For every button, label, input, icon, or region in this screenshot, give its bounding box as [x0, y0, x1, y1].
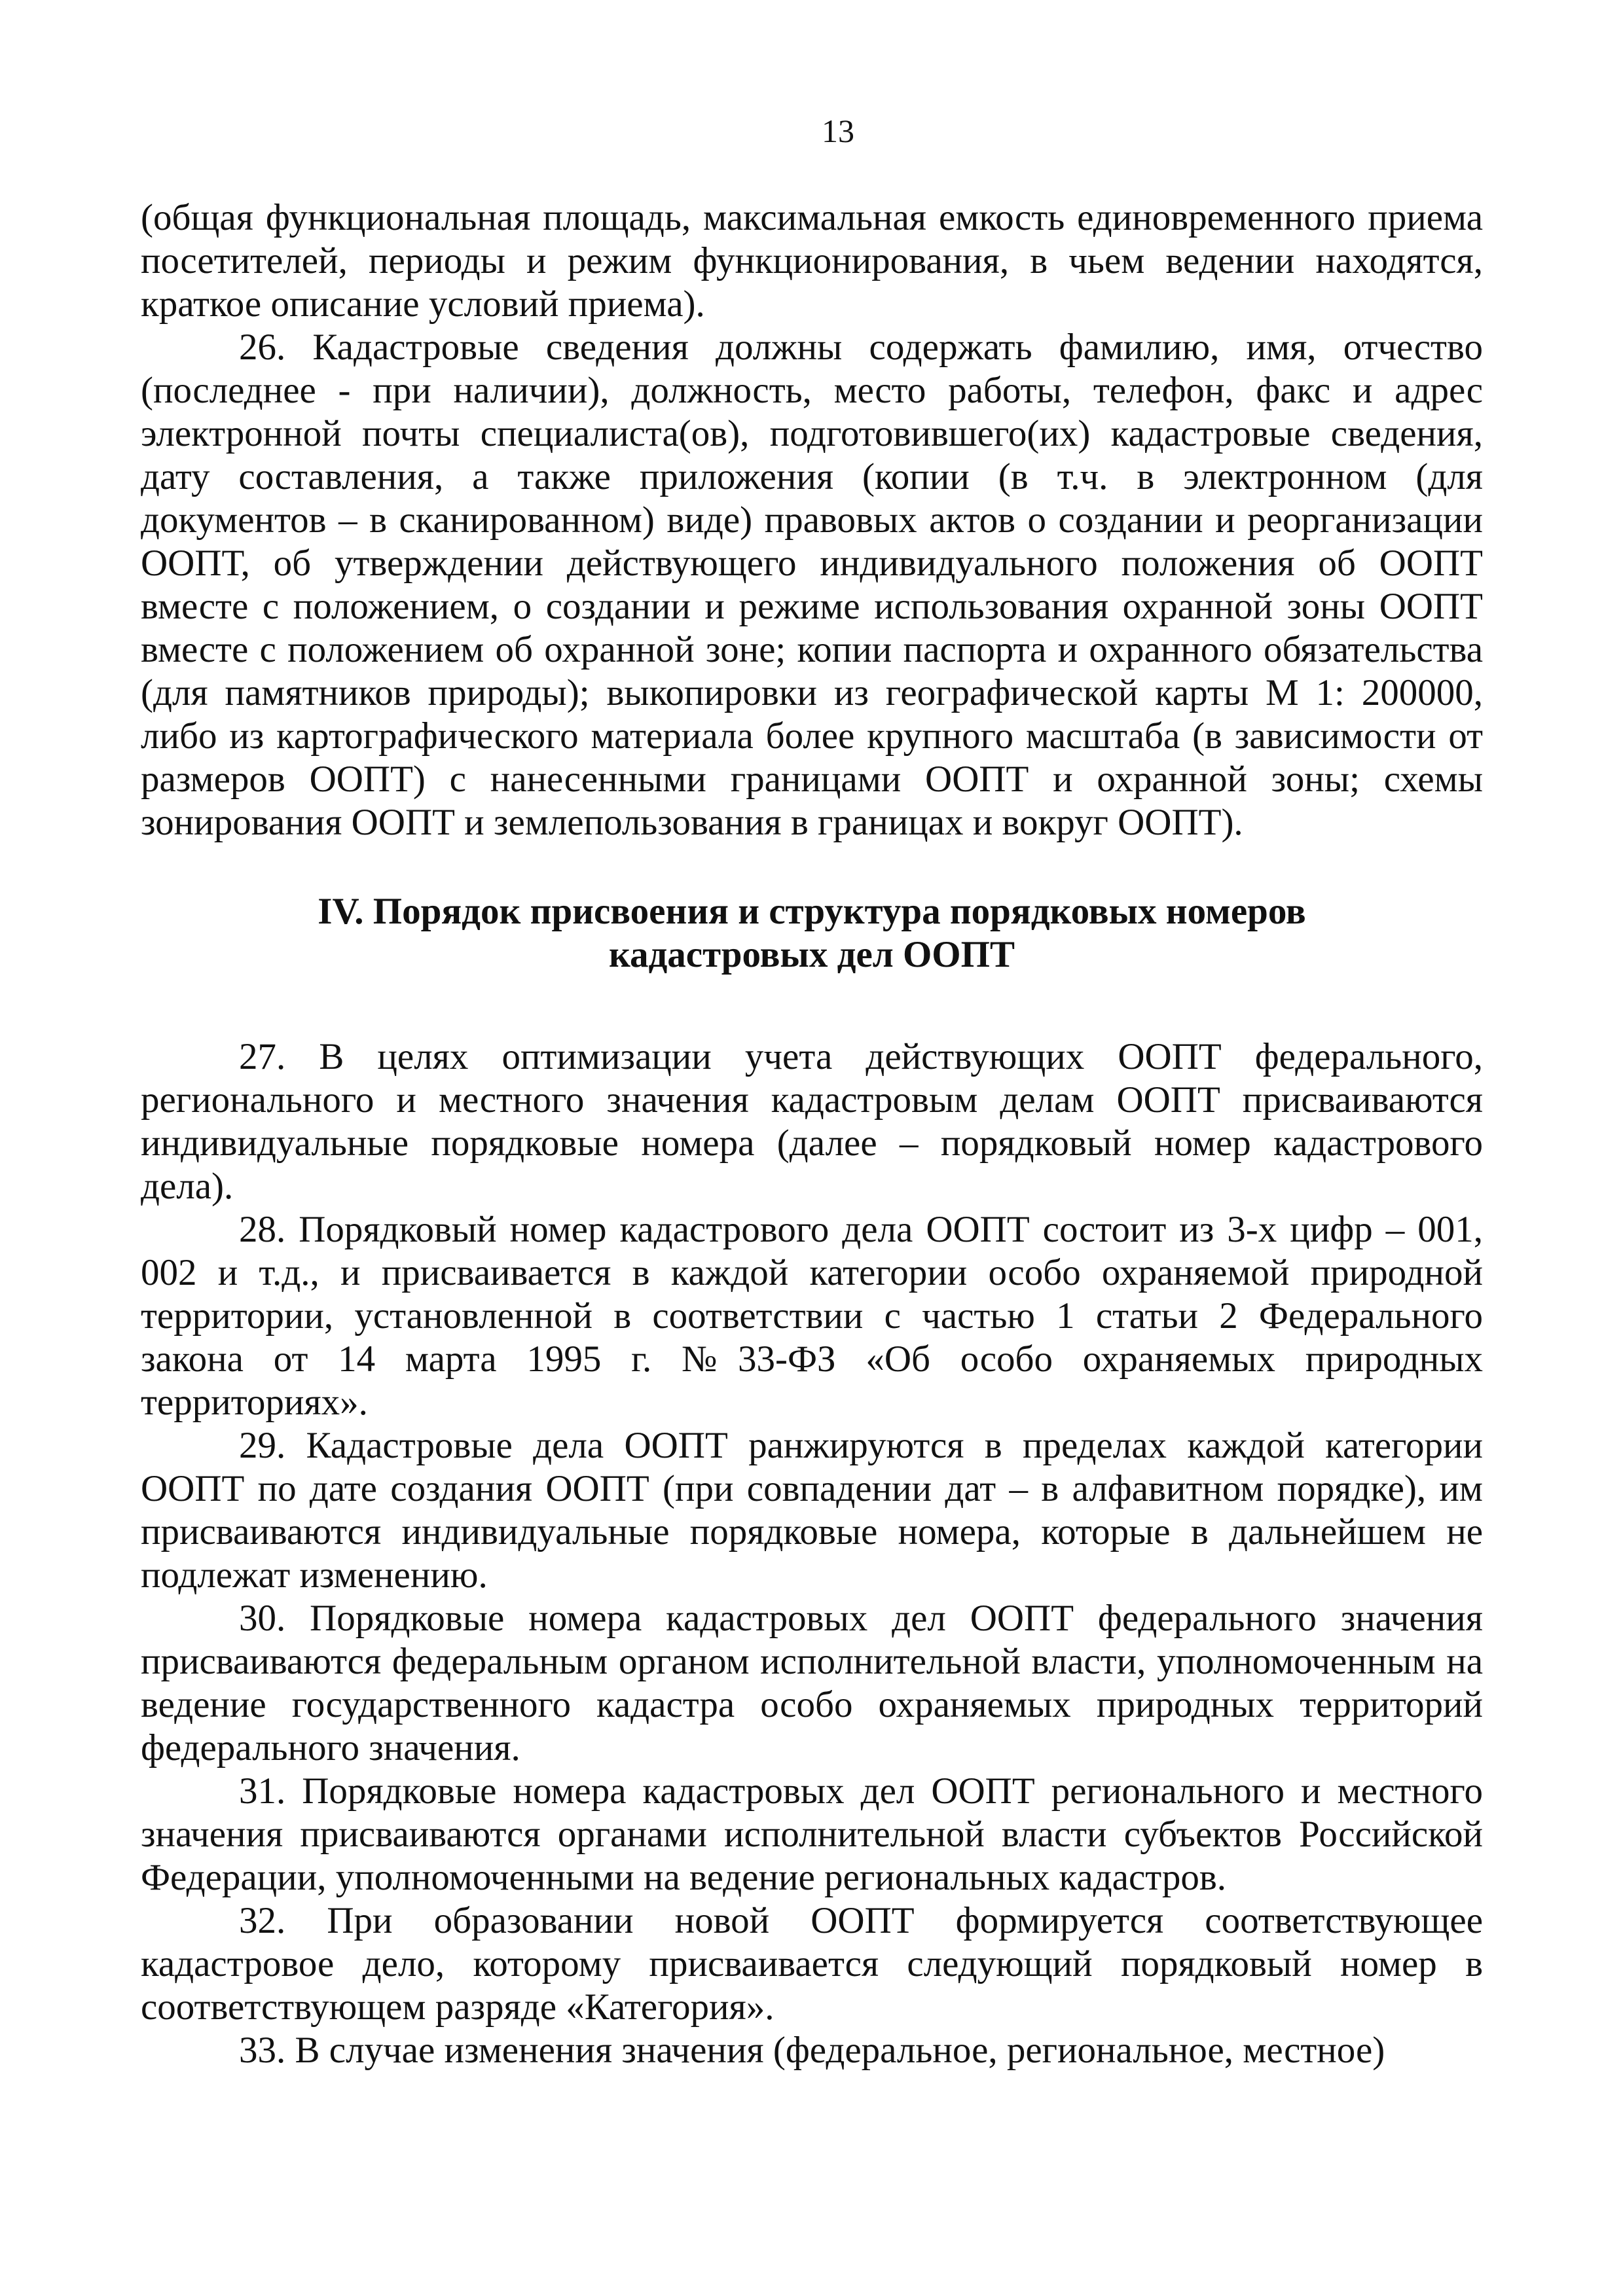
section-heading-line-2: кадастровых дел ООПТ — [608, 934, 1015, 975]
section-heading-line-1: IV. Порядок присвоения и структура порядковых номеров — [318, 891, 1306, 932]
section-heading-iv — [141, 890, 1483, 977]
paragraph-31: 31. Порядковые номера кадастровых дел ООПТ регионального и местного значения присваиваются органами исполнительной власти субъектов Российской Федерации, уполномоченными на ведение региональных кадастров. — [141, 1770, 1483, 1898]
paragraph-32: 32. При образовании новой ООПТ формируется соответствующее кадастровое дело, которому присваивается следующий порядковый номер в соответствующем разряде «Категория». — [141, 1900, 1483, 2028]
paragraph-27: 27. В целях оптимизации учета действующих ООПТ федерального, регионального и местного значения кадастровым делам ООПТ присваиваются индивидуальные порядковые номера (далее – порядковый номер кадастрового дела). — [141, 1036, 1483, 1207]
paragraph-26: 26. Кадастровые сведения должны содержать фамилию, имя, отчество (последнее - при наличии), должность, место работы, телефон, факс и адрес электронной почты специалиста(ов), подготовившего(их) кадастровые сведения, дату составления, а также приложения (копии (в т.ч. в электронном (для документов – в сканированном) виде) правовых актов о создании и реорганизации ООПТ, об утверждении действующего индивидуального положения об ООПТ вместе с положением, о создании и режиме использования охранной зоны ООПТ вместе с положением об охранной зоне; копии паспорта и охранного обязательства (для памятников природы); выкопировки из географической карты М 1: 200000, либо из картографического материала более крупного масштаба (в зависимости от размеров ООПТ) с нанесенными границами ООПТ и охранной зоны; схемы зонирования ООПТ и землепользования в границах и вокруг ООПТ). — [141, 327, 1483, 843]
page-number: 13 — [822, 113, 854, 149]
paragraph-30: 30. Порядковые номера кадастровых дел ООПТ федерального значения присваиваются федеральным органом исполнительной власти, уполномоченным на ведение государственного кадастра особо охраняемых природных территорий федерального значения. — [141, 1598, 1483, 1768]
paragraph-33: 33. В случае изменения значения (федеральное, региональное, местное) — [239, 2030, 1385, 2071]
paragraph-28: 28. Порядковый номер кадастрового дела ООПТ состоит из 3-х цифр – 001, 002 и т.д., и присваивается в каждой категории особо охраняемой природной территории, установленной в соответствии с частью 1 статьи 2 Федерального закона от 14 марта 1995 г. №33-ФЗ «Об особо охраняемых природных территориях». — [141, 1209, 1483, 1423]
document-page — [141, 111, 1483, 2072]
paragraph-continuation: (общая функциональная площадь, максимальная емкость единовременного приема посетителей, периоды и режим функционирования, в чьем ведении находятся, краткое описание условий приема). — [141, 197, 1483, 325]
paragraph-29: 29. Кадастровые дела ООПТ ранжируются в пределах каждой категории ООПТ по дате создания ООПТ (при совпадении дат – в алфавитном порядке), им присваиваются индивидуальные порядковые номера, которые в дальнейшем не подлежат изменению. — [141, 1425, 1483, 1596]
